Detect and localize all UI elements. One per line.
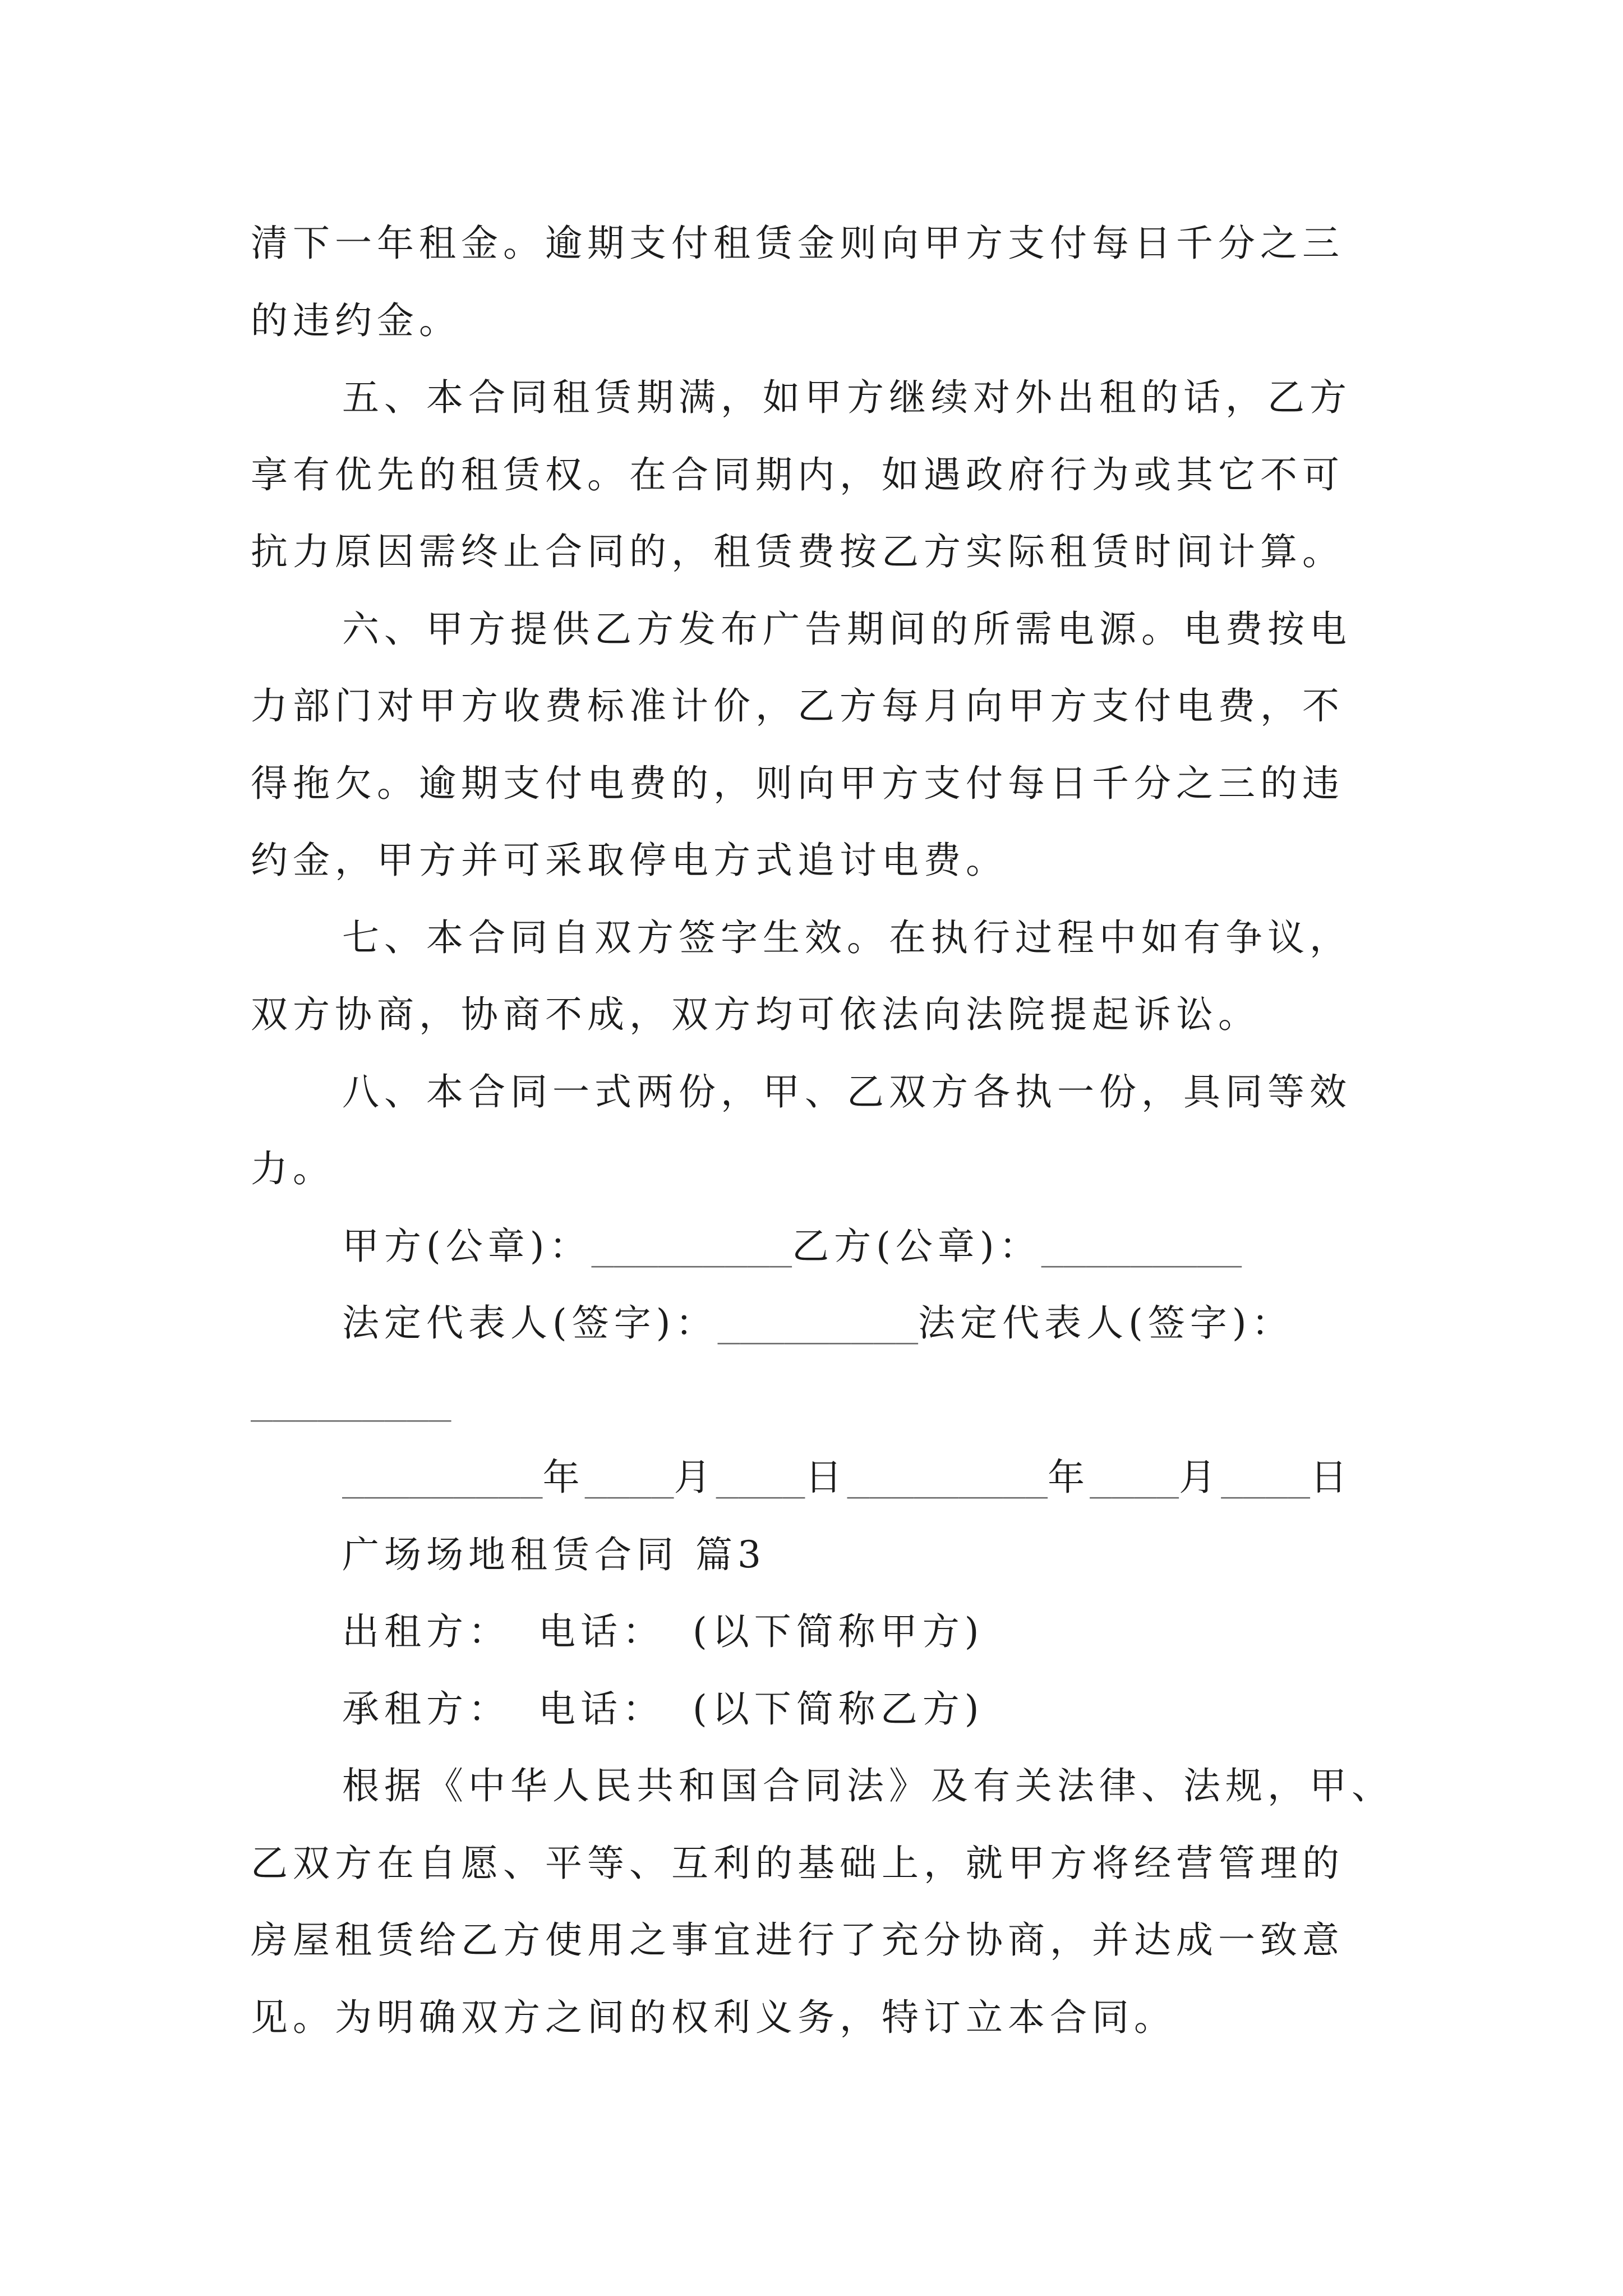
date-b-year-blank: _________ [847, 1456, 1048, 1499]
text-line: 六、甲方提供乙方发布广告期间的所需电源。电费按电 [342, 607, 1352, 651]
date-b-month: 月 [1179, 1456, 1221, 1499]
text-line: 享有优先的租赁权。在合同期内，如遇政府行为或其它不可 [251, 453, 1344, 496]
party-a-seal-label: 甲方(公章)： [342, 1224, 592, 1268]
text-line: 约金，甲方并可采取停电方式追讨电费。 [251, 839, 1008, 882]
party-b-rep-label: 法定代表人(签字)： [918, 1301, 1294, 1345]
clause-5-paragraph [251, 359, 1484, 591]
text-line: 抗力原因需终止合同的，租赁费按乙方实际租赁时间计算。 [251, 530, 1344, 573]
text-line: 七、本合同自双方签字生效。在执行过程中如有争议， [342, 915, 1352, 959]
date-line [251, 1439, 1484, 1516]
date-a-day: 日 [805, 1456, 847, 1499]
representative-line [251, 1285, 1484, 1362]
clause-4-tail-paragraph [251, 205, 1484, 359]
lessor-label: 出租方： [342, 1610, 510, 1653]
date-a-day-blank: ____ [716, 1456, 805, 1499]
date-a-year: 年 [542, 1456, 585, 1499]
text-line: 双方协商，协商不成，双方均可依法向法院提起诉讼。 [251, 993, 1260, 1036]
date-a-month-blank: ____ [584, 1456, 674, 1499]
party-a-seal-blank: _________ [591, 1224, 792, 1268]
date-b-day: 日 [1310, 1456, 1353, 1499]
date-b-day-blank: ____ [1221, 1456, 1311, 1499]
party-b-rep-blank: _________ [251, 1378, 451, 1422]
lessor-phone-label: 电话： [538, 1610, 665, 1653]
text-line: 力。 [251, 1147, 335, 1190]
party-a-rep-blank: _________ [717, 1301, 919, 1345]
document-body [251, 205, 1484, 2056]
text-line: 得拖欠。逾期支付电费的，则向甲方支付每日千分之三的违 [251, 761, 1344, 805]
date-b-year: 年 [1048, 1456, 1090, 1499]
text-line: 五、本合同租赁期满，如甲方继续对外出租的话，乙方 [342, 376, 1352, 419]
section-3 [251, 1516, 1484, 2056]
text-line: 根据《中华人民共和国合同法》及有关法律、法规，甲、 [342, 1764, 1394, 1807]
clause-6-paragraph [251, 591, 1484, 899]
lessee-note: (以下简称乙方) [693, 1687, 984, 1731]
party-b-seal-blank: _________ [1041, 1224, 1242, 1268]
text-line: 清下一年租金。逾期支付租赁金则向甲方支付每日千分之三 [251, 222, 1344, 265]
preamble-paragraph [251, 1747, 1484, 2056]
seal-line [251, 1208, 1484, 1285]
text-line: 见。为明确双方之间的权利义务，特订立本合同。 [251, 1995, 1176, 2039]
signature-block [251, 1208, 1484, 1516]
lessee-phone-label: 电话： [538, 1687, 665, 1731]
party-b-seal-label: 乙方(公章)： [792, 1224, 1041, 1268]
text-line: 力部门对甲方收费标准计价，乙方每月向甲方支付电费，不 [251, 684, 1344, 728]
date-b-month-blank: ____ [1090, 1456, 1179, 1499]
lessor-note: (以下简称甲方) [693, 1610, 984, 1653]
text-line: 房屋租赁给乙方使用之事宜进行了充分协商，并达成一致意 [251, 1918, 1344, 1962]
text-line: 的违约金。 [251, 298, 461, 342]
text-line: 乙双方在自愿、平等、互利的基础上，就甲方将经营管理的 [251, 1841, 1344, 1885]
representative-blank-line [251, 1362, 1484, 1439]
section-title: 广场场地租赁合同 篇3 [342, 1533, 766, 1576]
lessee-label: 承租方： [342, 1687, 510, 1731]
lessee-line [251, 1671, 1484, 1748]
party-a-rep-label: 法定代表人(签字)： [342, 1301, 718, 1345]
date-a-month: 月 [674, 1456, 716, 1499]
clause-7-paragraph [251, 899, 1484, 1053]
text-line: 八、本合同一式两份，甲、乙双方各执一份，具同等效 [342, 1070, 1352, 1114]
lessor-line [251, 1593, 1484, 1671]
date-a-year-blank: _________ [342, 1456, 543, 1499]
clause-8-paragraph [251, 1053, 1484, 1208]
